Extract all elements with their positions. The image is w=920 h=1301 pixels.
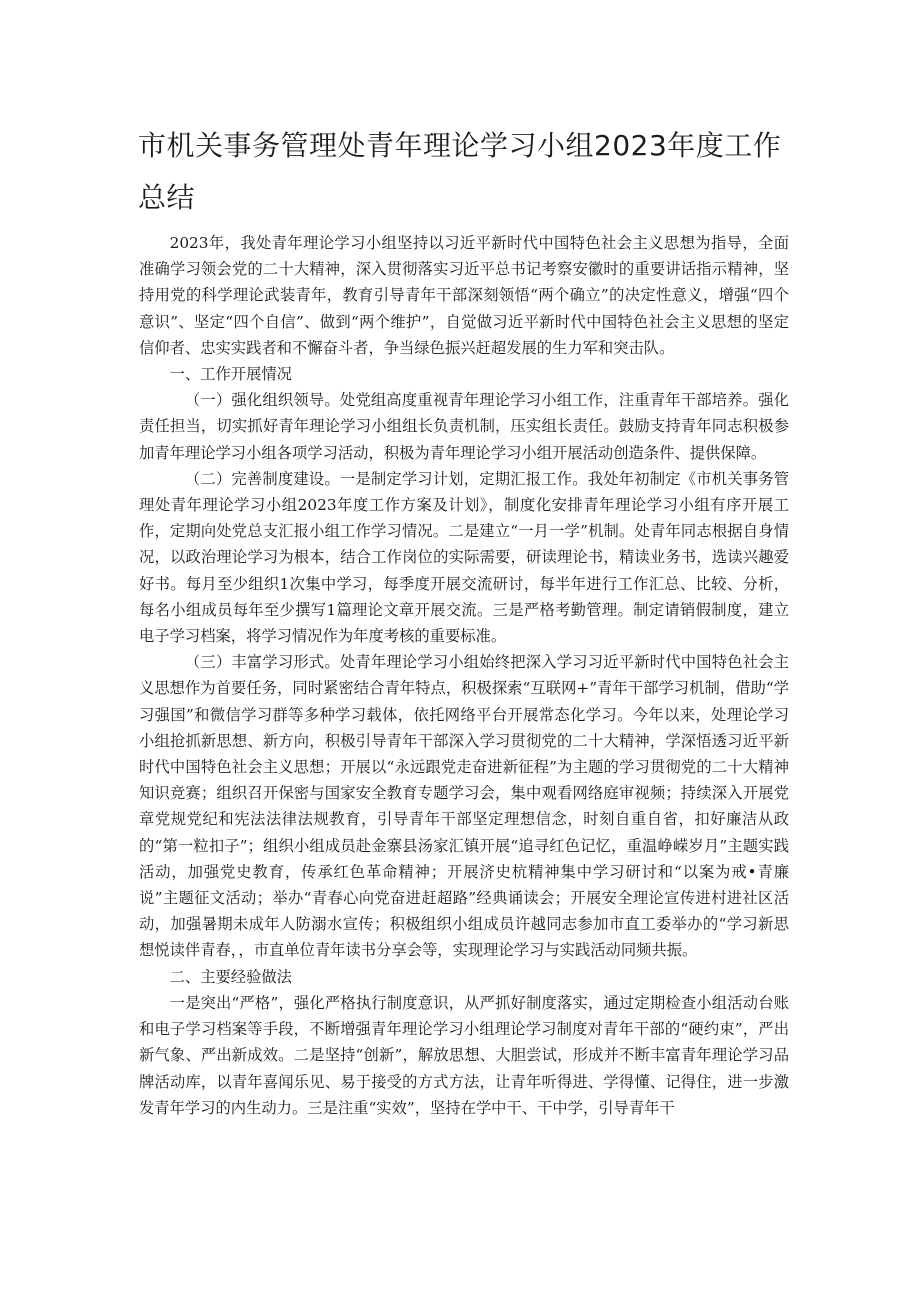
paragraph-learning-forms: （三）丰富学习形式。处青年理论学习小组始终把深入学习习近平新时代中国特色社会主义思想作为首要任务，同时紧密结合青年特点，积极探索“互联网+”青年干部学习机制，借助“学习强国”和微信学习群等多种学习载体，依托网络平台开展常态化学习。今年以来，处理论学习小组抢抓新思想、新方向，积极引导青年干部深入学习贯彻党的二十大精神，学深悟透习近平新时代中国特色社会主义思想；开展以“永远跟党走奋进新征程”为主题的学习贯彻党的二十大精神知识竞赛；组织召开保密与国家安全教育专题学习会，集中观看网络庭审视频；持续深入开展党章党规党纪和宪法法律法规教育，引导青年干部坚定理想信念，时刻自重自省，扣好廉洁从政的“第一粒扣子”；组织小组成员赴金寨县汤家汇镇开展“追寻红色记忆，重温峥嵘岁月”主题实践活动，加强党史教育，传承红色革命精神；开展济史杭精神集中学习研讨和“以案为戒•青廉说”主题征文活动；举办“青春心向党奋进赶超路”经典诵读会；开展安全理论宣传进村进社区活动，加强暑期未成年人防溺水宣传；积极组织小组成员许越同志参加市直工委举办的“学习新思想悦读伴青春，，市直单位青年读书分享会等，实现理论学习与实践活动同频共振。 bbox=[139, 653, 789, 960]
paragraph-experience: 一是突出“严格”，强化严格执行制度意识，从严抓好制度落实，通过定期检查小组活动台账和电子学习档案等手段，不断增强青年理论学习小组理论学习制度对青年干部的“硬约束”，严出新气象、严出新成效。二是坚持“创新”，解放思想、大胆尝试，形成并不断丰富青年理论学习品牌活动库，以青年喜闻乐见、易于接受的方式方法，让青年听得进、学得懂、记得住，进一步激发青年学习的内生动力。三是注重“实效”，坚持在学中干、干中学，引导青年干 bbox=[139, 993, 789, 1117]
document-body bbox=[139, 230, 789, 1121]
paragraph-organization: （一）强化组织领导。处党组高度重视青年理论学习小组工作，注重青年干部培养。强化责任担当，切实抓好青年理论学习小组组长负责机制，压实组长责任。鼓励支持青年同志积极参加青年理论学习小组各项学习活动，积极为青年理论学习小组开展活动创造条件、提供保障。 bbox=[139, 391, 789, 462]
section-heading-work: 一、工作开展情况 bbox=[169, 365, 292, 384]
intro-paragraph: 2023年，我处青年理论学习小组坚持以习近平新时代中国特色社会主义思想为指导，全面准确学习领会党的二十大精神，深入贯彻落实习近平总书记考察安徽时的重要讲话指示精神，坚持用党的科学理论武装青年，教育引导青年干部深刻领悟“两个确立”的决定性意义，增强“四个意识”、坚定“四个自信”、做到“两个维护”，自觉做习近平新时代中国特色社会主义思想的坚定信仰者、忠实实践者和不懈奋斗者，争当绿色振兴赶超发展的生力军和突击队。 bbox=[139, 234, 789, 357]
paragraph-system: （二）完善制度建设。一是制定学习计划，定期汇报工作。我处年初制定《市机关事务管理处青年理论学习小组2023年度工作方案及计划》，制度化安排青年理论学习小组有序开展工作，定期向处党总支汇报小组工作学习情况。二是建立“一月一学”机制。处青年同志根据自身情况，以政治理论学习为根本，结合工作岗位的实际需要，研读理论书，精读业务书，选读兴趣爱好书。每月至少组织1次集中学习，每季度开展交流研讨，每半年进行工作汇总、比较、分析，每名小组成员每年至少撰写1篇理论文章开展交流。三是严格考勤管理。制定请销假制度，建立电子学习档案，将学习情况作为年度考核的重要标准。 bbox=[139, 469, 789, 646]
section-heading-experience: 二、主要经验做法 bbox=[169, 967, 292, 986]
document-title: 市机关事务管理处青年理论学习小组2023年度工作总结 bbox=[138, 129, 782, 214]
